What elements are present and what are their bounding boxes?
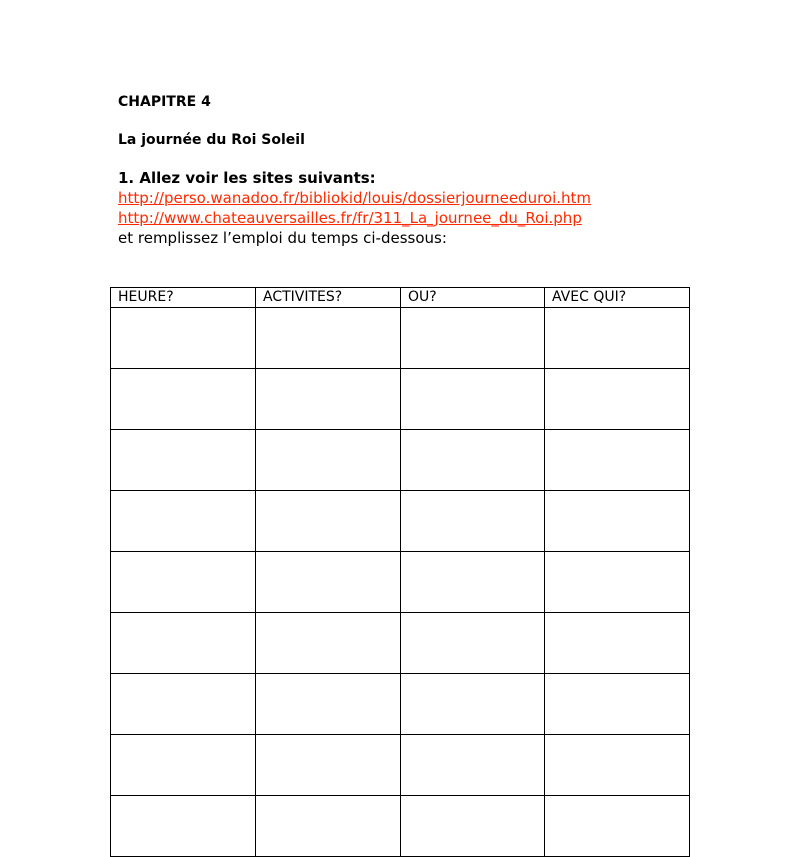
table-row xyxy=(111,613,690,674)
table-cell[interactable] xyxy=(256,369,401,430)
table-cell[interactable] xyxy=(545,491,690,552)
table-row xyxy=(111,735,690,796)
table-cell[interactable] xyxy=(256,430,401,491)
table-cell[interactable] xyxy=(545,735,690,796)
table-cell[interactable] xyxy=(545,796,690,857)
schedule-table xyxy=(110,287,690,857)
table-row xyxy=(111,430,690,491)
table-cell[interactable] xyxy=(545,674,690,735)
table-cell[interactable] xyxy=(256,308,401,369)
table-cell[interactable] xyxy=(256,674,401,735)
table-cell[interactable] xyxy=(111,552,256,613)
table-cell[interactable] xyxy=(401,735,545,796)
website-link-2[interactable]: http://www.chateauversailles.fr/fr/311_La_journee_du_Roi.php xyxy=(118,209,582,227)
table-cell[interactable] xyxy=(256,613,401,674)
table-cell[interactable] xyxy=(401,430,545,491)
table-cell[interactable] xyxy=(111,491,256,552)
table-cell[interactable] xyxy=(401,796,545,857)
chapter-heading: CHAPITRE 4 xyxy=(118,94,211,110)
table-row xyxy=(111,491,690,552)
table-cell[interactable] xyxy=(401,308,545,369)
column-header-ou: OU? xyxy=(401,288,545,308)
table-cell[interactable] xyxy=(111,613,256,674)
table-cell[interactable] xyxy=(401,613,545,674)
instruction-heading: 1. Allez voir les sites suivants: xyxy=(118,169,376,187)
column-header-activites: ACTIVITES? xyxy=(256,288,401,308)
table-row xyxy=(111,674,690,735)
table-cell[interactable] xyxy=(256,735,401,796)
table-cell[interactable] xyxy=(401,674,545,735)
table-cell[interactable] xyxy=(545,552,690,613)
table-cell[interactable] xyxy=(401,552,545,613)
schedule-body xyxy=(111,308,690,857)
table-cell[interactable] xyxy=(545,430,690,491)
column-header-avec-qui: AVEC QUI? xyxy=(545,288,690,308)
instructions-block xyxy=(118,168,591,248)
website-link-1[interactable]: http://perso.wanadoo.fr/bibliokid/louis/dossierjourneeduroi.htm xyxy=(118,189,592,207)
table-cell[interactable] xyxy=(256,552,401,613)
table-cell[interactable] xyxy=(545,369,690,430)
table-cell[interactable] xyxy=(111,369,256,430)
instruction-text: et remplissez l’emploi du temps ci-dessous: xyxy=(118,229,447,247)
table-cell[interactable] xyxy=(545,613,690,674)
table-cell[interactable] xyxy=(256,796,401,857)
table-cell[interactable] xyxy=(111,308,256,369)
table-cell[interactable] xyxy=(111,796,256,857)
table-cell[interactable] xyxy=(401,369,545,430)
table-row xyxy=(111,796,690,857)
table-cell[interactable] xyxy=(111,735,256,796)
table-cell[interactable] xyxy=(111,674,256,735)
table-row xyxy=(111,552,690,613)
table-row xyxy=(111,308,690,369)
lesson-title: La journée du Roi Soleil xyxy=(118,132,305,148)
table-cell[interactable] xyxy=(256,491,401,552)
table-row xyxy=(111,369,690,430)
table-header-row xyxy=(111,288,690,308)
table-cell[interactable] xyxy=(401,491,545,552)
table-cell[interactable] xyxy=(545,308,690,369)
table-cell[interactable] xyxy=(111,430,256,491)
column-header-heure: HEURE? xyxy=(111,288,256,308)
